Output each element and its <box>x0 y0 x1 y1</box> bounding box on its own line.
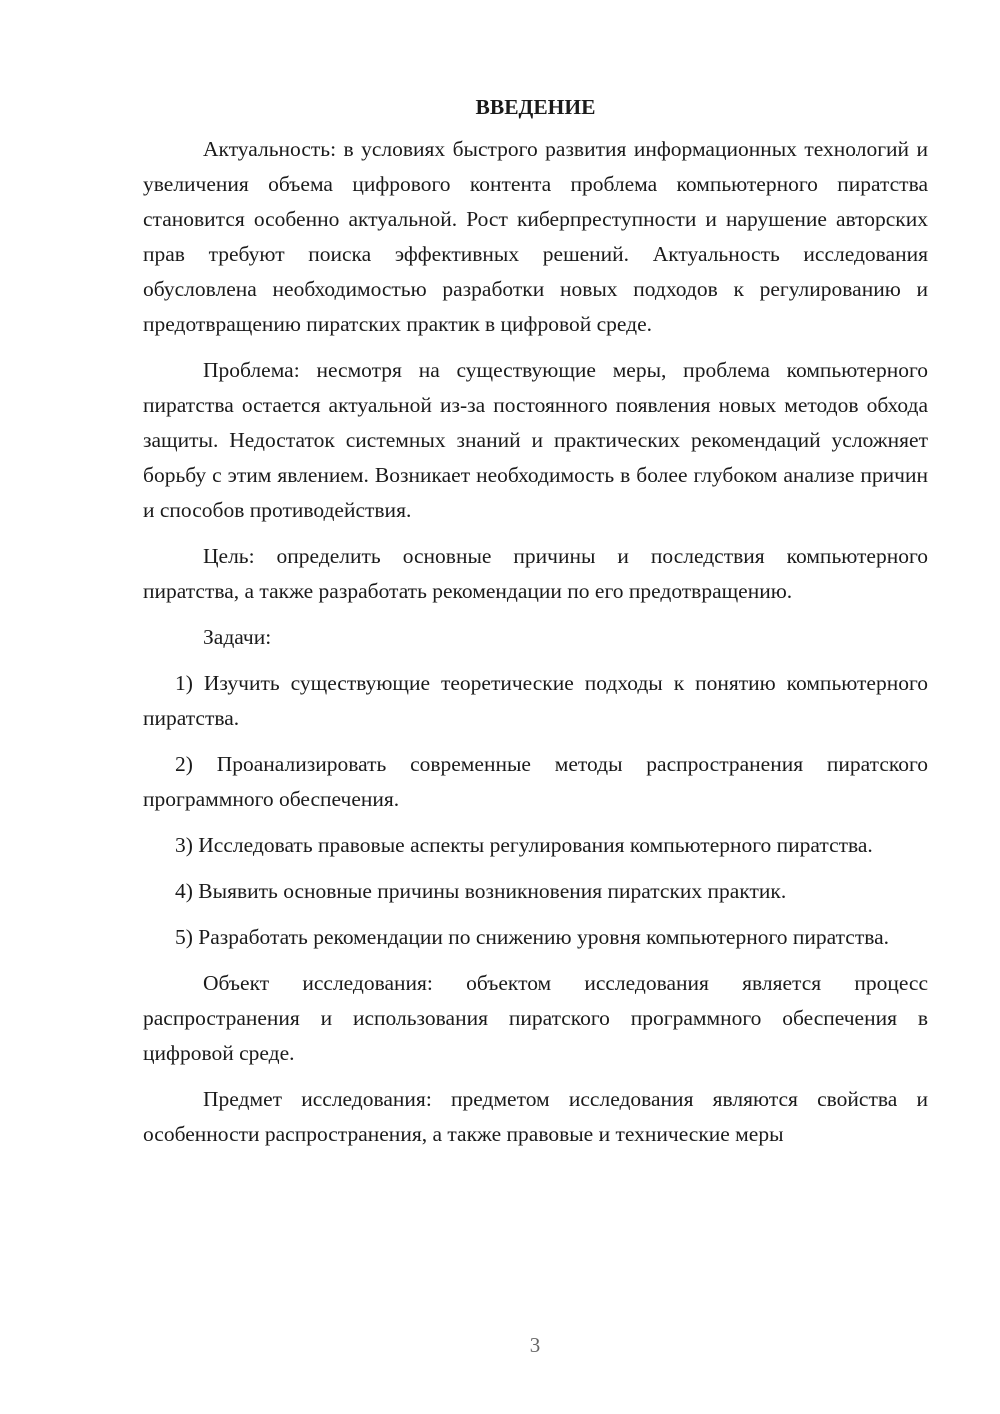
section-heading: ВВЕДЕНИЕ <box>475 95 596 119</box>
goal-paragraph: Цель: определить основные причины и последствия компьютерного пиратства, а также разработать рекомендации по его предотвращению. <box>143 544 928 603</box>
problem-paragraph: Проблема: несмотря на существующие меры, проблема компьютерного пиратства остается актуальной из-за постоянного появления новых методов обхода защиты. Недостаток системных знаний и практических рекомендаций усложняет борьбу с этим явлением. Возникает необходимость в более глубоком анализе причин и способов противодействия. <box>143 358 928 522</box>
task-item: 2) Проанализировать современные методы распространения пиратского программного обеспечения. <box>143 752 928 811</box>
tasks-list <box>143 666 928 955</box>
subject-paragraph: Предмет исследования: предметом исследования являются свойства и особенности распространения, а также правовые и технические меры <box>143 1087 928 1146</box>
task-item: 3) Исследовать правовые аспекты регулирования компьютерного пиратства. <box>175 833 873 857</box>
task-item: 1) Изучить существующие теоретические подходы к понятию компьютерного пиратства. <box>143 671 928 730</box>
object-paragraph: Объект исследования: объектом исследования является процесс распространения и использования пиратского программного обеспечения в цифровой среде. <box>143 971 928 1065</box>
relevance-paragraph: Актуальность: в условиях быстрого развития информационных технологий и увеличения объема цифрового контента проблема компьютерного пиратства становится особенно актуальной. Рост киберпреступности и нарушение авторских прав требуют поиска эффективных решений. Актуальность исследования обусловлена необходимостью разработки новых подходов к регулированию и предотвращению пиратских практик в цифровой среде. <box>143 137 928 336</box>
tasks-label: Задачи: <box>203 625 272 649</box>
page-number: 3 <box>529 1333 541 1357</box>
task-item: 5) Разработать рекомендации по снижению уровня компьютерного пиратства. <box>175 925 890 949</box>
document-page <box>143 90 928 1163</box>
task-item: 4) Выявить основные причины возникновения пиратских практик. <box>175 879 787 903</box>
